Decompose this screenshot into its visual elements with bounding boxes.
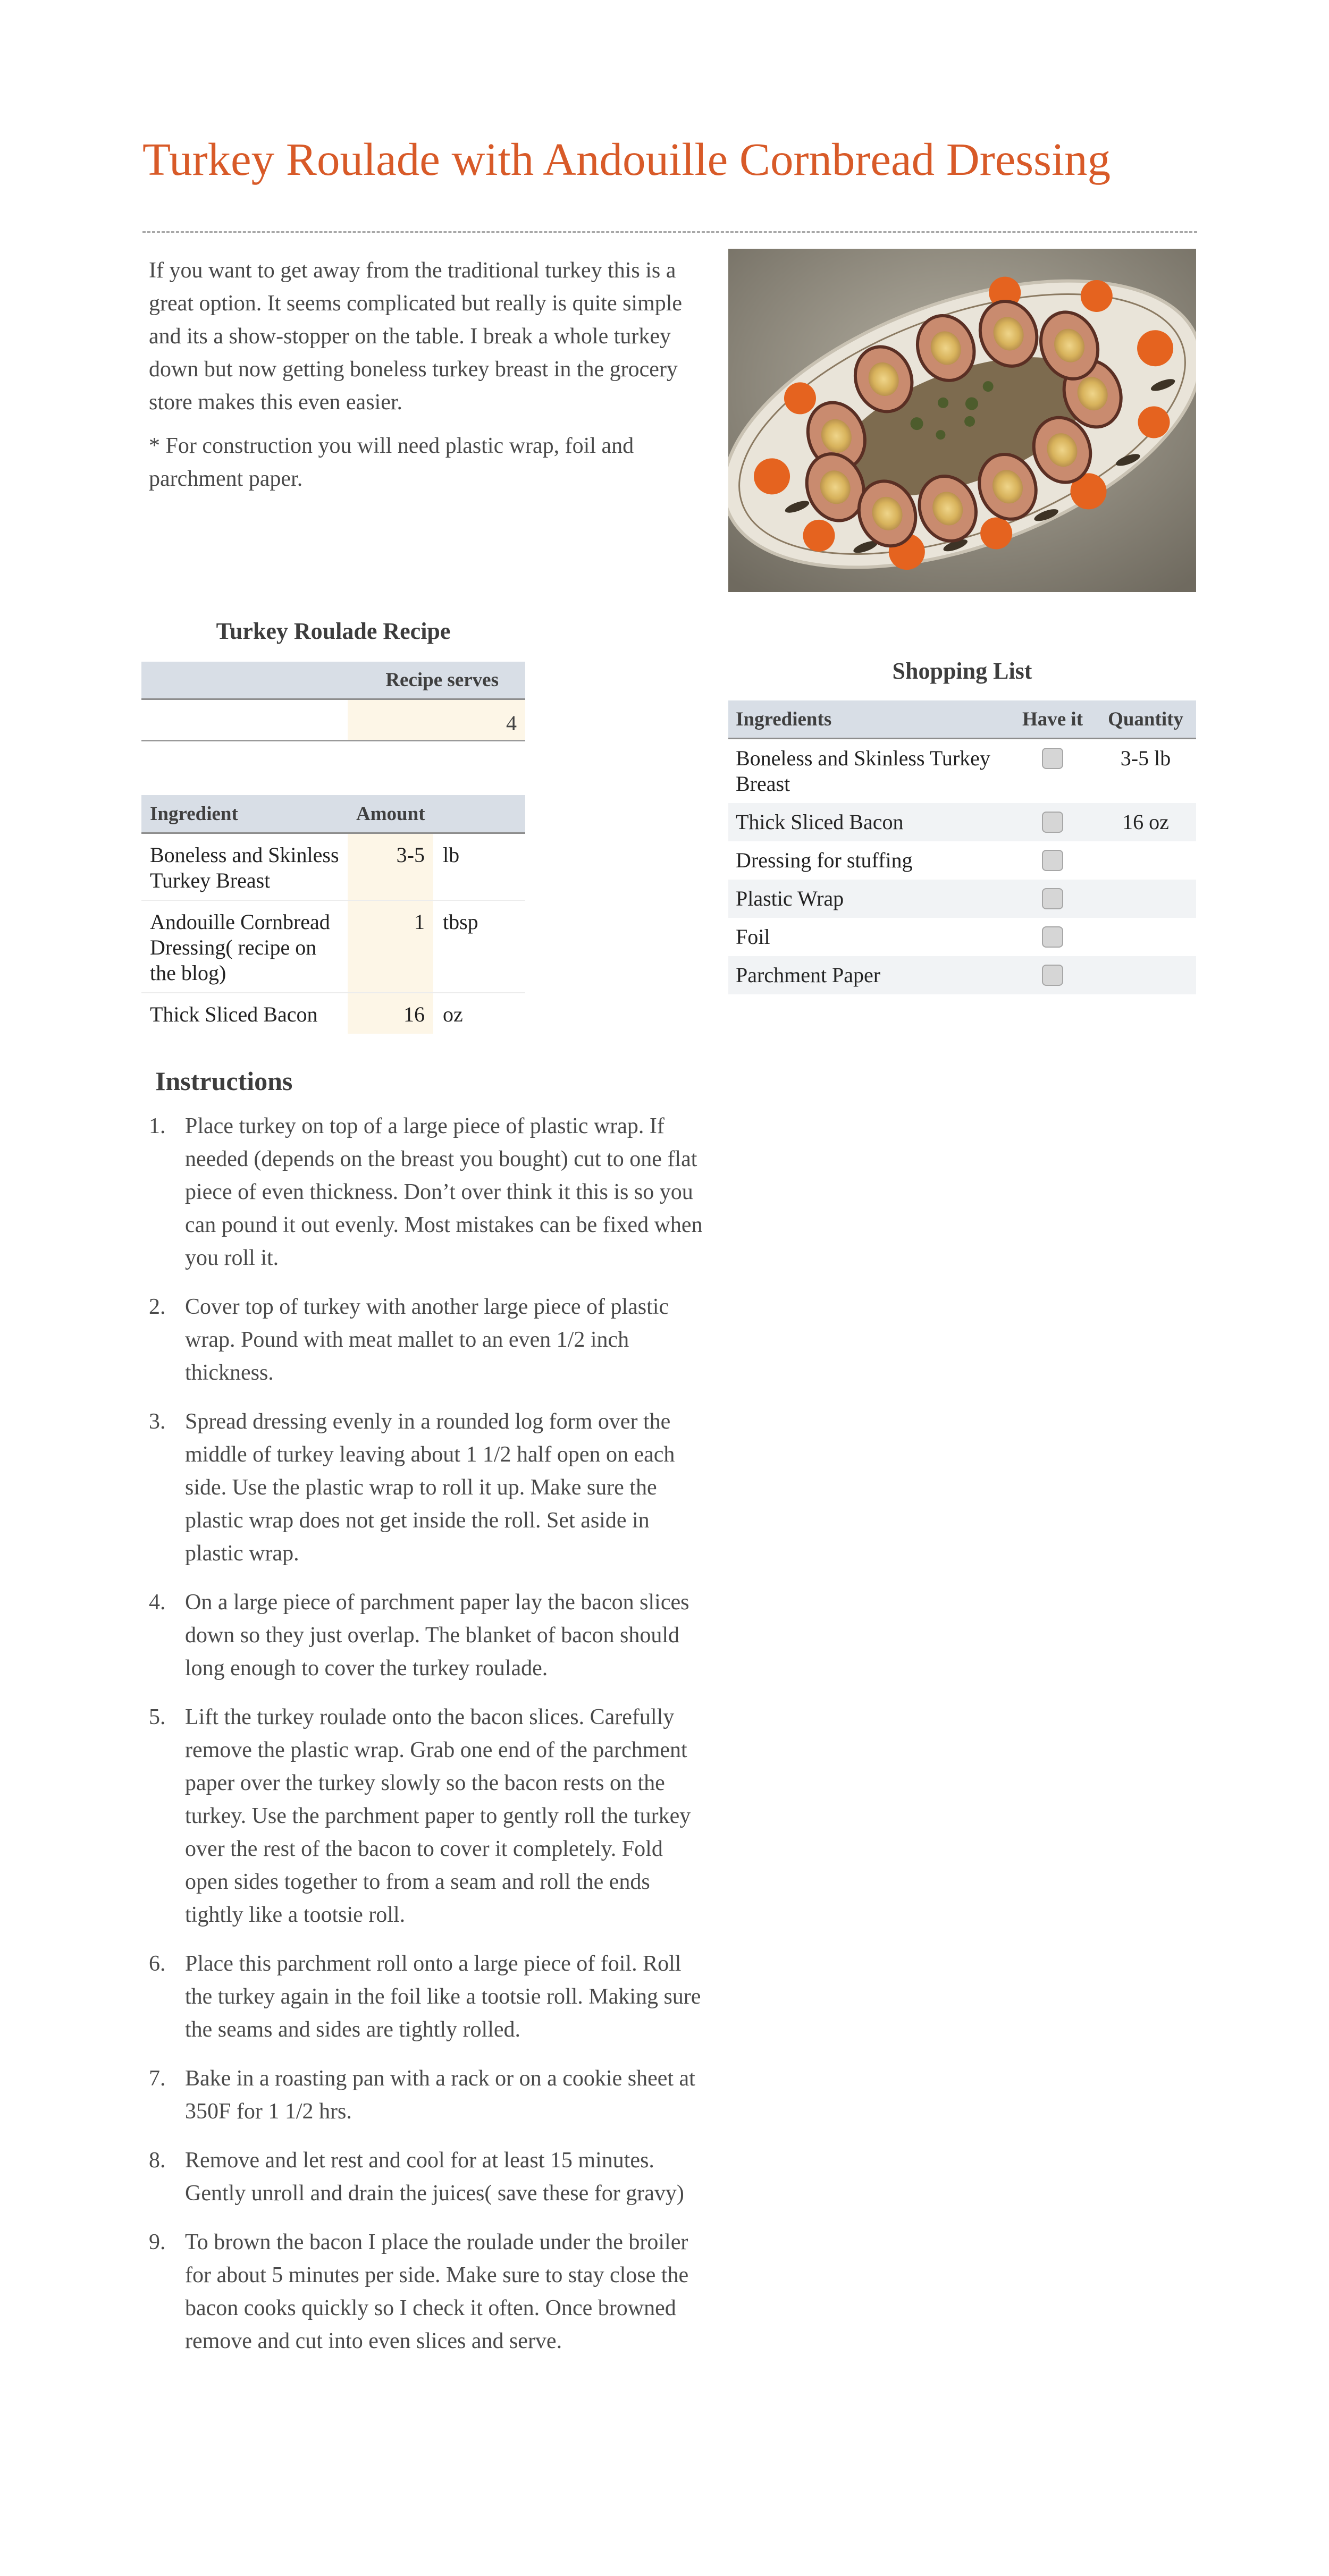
ingredient-amount: 3-5	[348, 833, 433, 901]
step-number: 6.	[149, 1952, 166, 1976]
list-item	[728, 956, 1196, 994]
step-number: 2.	[149, 1295, 166, 1319]
ingredient-name: Andouille Cornbread Dressing( recipe on the blog)	[141, 900, 348, 993]
shopping-item-name: Parchment Paper	[728, 956, 1010, 994]
shopping-item-quantity: 3-5 lb	[1120, 746, 1171, 770]
instruction-step	[149, 1290, 707, 1389]
shopping-item-quantity	[1095, 880, 1196, 918]
list-item	[728, 739, 1196, 804]
ingredient-name: Boneless and Skinless Turkey Breast	[141, 833, 348, 901]
shopping-list-title: Shopping List	[892, 658, 1032, 684]
serves-row	[141, 700, 525, 741]
ingredient-unit: lb	[433, 833, 525, 901]
step-text: Lift the turkey roulade onto the bacon slices. Carefully remove the plastic wrap. Grab one end of the parchment paper over the turkey slowly so the bacon rests on the turkey. Use the parchment paper to gently roll the turkey over the rest of the bacon to cover it completely. Fold open sides together to from a seam and roll the ends tightly like a tootsie roll.	[185, 1705, 691, 1927]
serves-table	[141, 662, 525, 741]
instruction-step	[149, 1110, 707, 1274]
step-number: 5.	[149, 1705, 166, 1729]
ingredient-column-header: Ingredient	[141, 795, 348, 833]
shopping-item-quantity	[1095, 956, 1196, 994]
ingredient-unit: tbsp	[433, 900, 525, 993]
step-text: On a large piece of parchment paper lay the bacon slices down so they just overlap. The blanket of bacon should long enough to cover the turkey roulade.	[185, 1590, 689, 1680]
step-text: Cover top of turkey with another large piece of plastic wrap. Pound with meat mallet to an even 1/2 inch thickness.	[185, 1295, 669, 1385]
amount-column-header: Amount	[348, 795, 525, 833]
serves-input[interactable]: 4	[348, 700, 525, 740]
instruction-step	[149, 2226, 707, 2358]
instructions-heading: Instructions	[155, 1066, 293, 1096]
step-number: 9.	[149, 2230, 166, 2254]
instructions-list	[149, 1110, 707, 2374]
step-number: 1.	[149, 1114, 166, 1138]
serves-row-spacer	[141, 700, 348, 740]
have-it-checkbox[interactable]	[1042, 926, 1063, 948]
shopping-item-quantity: 16 oz	[1095, 803, 1196, 841]
ingredient-amount: 16	[348, 993, 433, 1034]
instruction-step	[149, 1405, 707, 1570]
have-it-checkbox[interactable]	[1042, 850, 1063, 871]
ingredient-name: Thick Sliced Bacon	[150, 1002, 318, 1026]
page-title: Turkey Roulade with Andouille Cornbread Dressing	[142, 133, 1111, 185]
step-number: 4.	[149, 1590, 166, 1615]
have-it-checkbox[interactable]	[1042, 748, 1063, 769]
step-number: 8.	[149, 2148, 166, 2173]
intro-paragraph: If you want to get away from the traditional turkey this is a great option. It seems complicated but really is quite simple and its a show-stopper on the table. I break a whole turkey down but now getting boneless turkey breast in the grocery store makes this even easier.	[149, 258, 683, 415]
shopping-item-name: Plastic Wrap	[728, 880, 1010, 918]
ingredients-table	[141, 795, 525, 1034]
ingredients-column-header: Ingredients	[728, 700, 1010, 739]
have-it-checkbox[interactable]	[1042, 965, 1063, 986]
table-row	[141, 900, 525, 993]
instruction-step	[149, 2144, 707, 2210]
shopping-item-name: Boneless and Skinless Turkey Breast	[736, 746, 990, 796]
recipe-table-title: Turkey Roulade Recipe	[216, 618, 451, 644]
instruction-step	[149, 1947, 707, 2046]
step-number: 3.	[149, 1409, 166, 1434]
step-text: To brown the bacon I place the roulade under the broiler for about 5 minutes per side. Make sure to stay close the bacon cooks quickly so I check it often. Once browned remove and cut into even slices and serve.	[185, 2230, 689, 2353]
title-divider	[142, 231, 1197, 233]
ingredient-amount: 1	[348, 900, 433, 993]
have-it-checkbox[interactable]	[1042, 812, 1063, 833]
step-text: Bake in a roasting pan with a rack or on a cookie sheet at 350F for 1 1/2 hrs.	[185, 2066, 695, 2124]
intro-note: * For construction you will need plastic wrap, foil and parchment paper.	[149, 434, 634, 491]
instruction-step	[149, 2062, 707, 2128]
list-item	[728, 841, 1196, 880]
step-text: Place turkey on top of a large piece of plastic wrap. If needed (depends on the breast you bought) cut to one flat piece of even thickness. Don’t over think it this is so you can pound it out evenly. Most mistakes can be fixed when you roll it.	[185, 1114, 703, 1270]
shopping-list-table	[728, 700, 1196, 994]
list-item	[728, 803, 1196, 841]
ingredient-unit: oz	[443, 1002, 463, 1026]
list-item	[728, 880, 1196, 918]
shopping-item-quantity	[1095, 841, 1196, 880]
serves-header: Recipe serves	[141, 662, 525, 700]
have-it-checkbox[interactable]	[1042, 888, 1063, 909]
shopping-item-name: Foil	[736, 925, 770, 949]
list-item	[728, 918, 1196, 956]
step-text: Remove and let rest and cool for at least 15 minutes. Gently unroll and drain the juices( save these for gravy)	[185, 2148, 684, 2206]
instruction-step	[149, 1701, 707, 1931]
step-text: Spread dressing evenly in a rounded log form over the middle of turkey leaving about 1 1/2 half open on each side. Use the plastic wrap to roll it up. Make sure the plastic wrap does not get inside the roll. Set aside in plastic wrap.	[185, 1409, 675, 1566]
shopping-item-name: Dressing for stuffing	[736, 848, 913, 872]
table-row	[141, 833, 525, 901]
quantity-column-header: Quantity	[1095, 700, 1196, 739]
have-it-column-header: Have it	[1010, 700, 1095, 739]
instruction-step	[149, 1586, 707, 1685]
step-text: Place this parchment roll onto a large piece of foil. Roll the turkey again in the foil like a tootsie roll. Making sure the seams and sides are tightly rolled.	[185, 1952, 701, 2042]
turkey-roulade-photo	[728, 249, 1196, 592]
shopping-item-quantity	[1095, 918, 1196, 956]
shopping-item-name: Thick Sliced Bacon	[728, 803, 1010, 841]
intro-text	[149, 254, 706, 506]
table-row	[141, 993, 525, 1034]
step-number: 7.	[149, 2066, 166, 2091]
